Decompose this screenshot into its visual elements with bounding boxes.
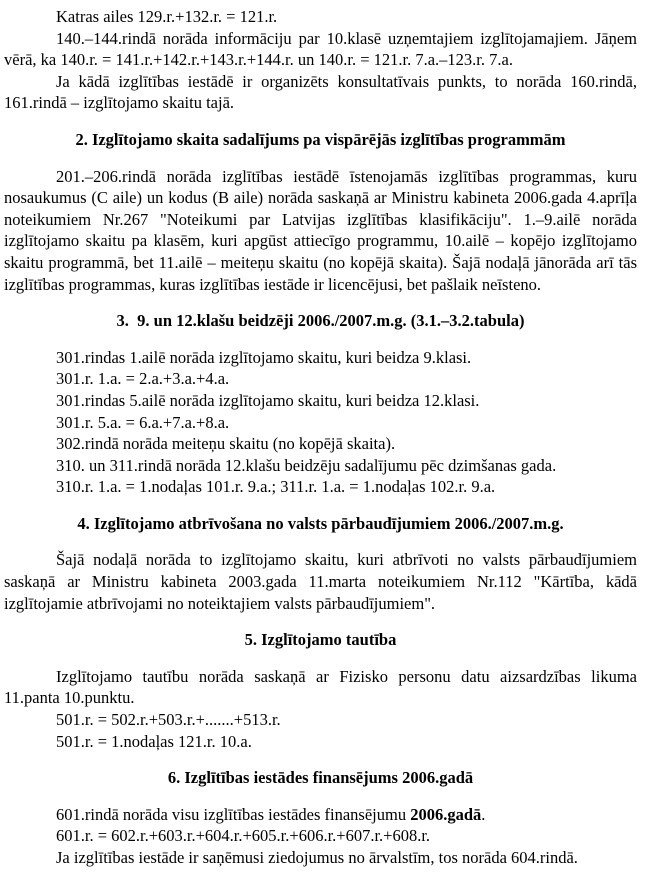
section-3-heading: 3. 9. un 12.klašu beidzēji 2006./2007.m.g. (3.1.–3.2.tabula) <box>116 311 525 331</box>
intro-paragraph-consultative-point: Ja kādā izglītības iestādē ir organizēts konsultatīvais punkts, to norāda 160.rindā, 161.rindā – izglītojamo skaitu tajā. <box>4 71 637 113</box>
section-5-line: 501.r. = 502.r.+503.r.+.......+513.r. <box>56 710 281 730</box>
section-2-paragraph: 201.–206.rindā norāda izglītības iestādē īstenojamās izglītības programmas, kuru nosaukumus (C aile) un kodus (B aile) norāda saskaņā ar Ministru kabineta 2006.gada 4.aprīļa noteikumiem Nr.267 "Noteikumi par Latvijas izglītības klasifikāciju". 1.–9.ailē norāda izglītojamo skaitu pa klasēm, kuri apgūst attiecīgo programmu, 10.ailē – kopējo izglītojamo skaitu programmā, bet 11.ailē – meiteņu skaitu (no kopējā skaita). Šajā nodaļā jānorāda arī tās izglītības programmas, kuras izglītības iestāde ir licencējusi, bet pašlaik neīsteno. <box>4 166 637 294</box>
section-6-line-financing-text: 601.rindā norāda visu izglītības iestādes finansējumu <box>56 804 411 824</box>
section-2-heading: 2. Izglītojamo skaita sadalījums pa vispārējās izglītības programmām <box>75 129 566 149</box>
section-6-heading: 6. Izglītības iestādes finansējums 2006.gadā <box>167 768 474 788</box>
section-6-line-financing-bold-year: 2006.gadā <box>410 804 482 824</box>
section-3-line: 301.rindas 1.ailē norāda izglītojamo skaitu, kuri beidza 9.klasi. <box>56 347 472 367</box>
section-5-lines <box>4 709 637 752</box>
section-5-heading: 5. Izglītojamo tautība <box>244 630 397 650</box>
section-6-lines <box>4 804 637 869</box>
section-3-line: 301.r. 1.a. = 2.a.+3.a.+4.a. <box>56 369 230 389</box>
section-6-line: 601.r. = 602.r.+603.r.+604.r.+605.r.+606.r.+607.r.+608.r. <box>56 826 431 846</box>
section-6-line: Ja izglītības iestāde ir saņēmusi ziedojumus no ārvalstīm, tos norāda 604.rindā. <box>56 848 578 867</box>
section-4-heading: 4. Izglītojamo atbrīvošana no valsts pārbaudījumiem 2006./2007.m.g. <box>77 513 564 533</box>
section-3-line: 310.r. 1.a. = 1.nodaļas 101.r. 9.a.; 311.r. 1.a. = 1.nodaļas 102.r. 9.a. <box>56 477 496 497</box>
section-3-line: 302.rindā norāda meiteņu skaitu (no kopējā skaita). <box>56 434 396 454</box>
section-5-line: 501.r. = 1.nodaļas 121.r. 10.a. <box>56 731 252 751</box>
section-4-paragraph: Šajā nodaļā norāda to izglītojamo skaitu, kuri atbrīvoti no valsts pārbaudījumiem saskaņā ar Ministru kabineta 2003.gada 11.marta noteikumiem Nr.112 "Kārtība, kādā izglītojamie atbrīvojami no noteiktajiem valsts pārbaudījumiem". <box>4 550 637 613</box>
section-6-line-financing-period: . <box>481 804 486 824</box>
section-5-paragraph: Izglītojamo tautību norāda saskaņā ar Fizisko personu datu aizsardzības likuma 11.panta 10.punktu. <box>4 666 637 708</box>
section-3-lines <box>4 347 637 498</box>
section-3-line: 301.r. 5.a. = 6.a.+7.a.+8.a. <box>56 412 230 432</box>
section-6-line-financing <box>4 804 637 826</box>
section-3-line: 301.rindas 5.ailē norāda izglītojamo skaitu, kuri beidza 12.klasi. <box>56 390 480 410</box>
intro-formula-line: Katras ailes 129.r.+132.r. = 121.r. <box>56 7 278 26</box>
intro-paragraph-140-144: 140.–144.rindā norāda informāciju par 10.klasē uzņemtajiem izglītojamajiem. Jāņem vērā, ka 140.r. = 141.r.+142.r.+143.r.+144.r. un 140.r. = 121.r. 7.a.–123.r. 7.a. <box>4 28 637 70</box>
section-3-line: 310. un 311.rindā norāda 12.klašu beidzēju sadalījumu pēc dzimšanas gada. <box>56 455 557 475</box>
